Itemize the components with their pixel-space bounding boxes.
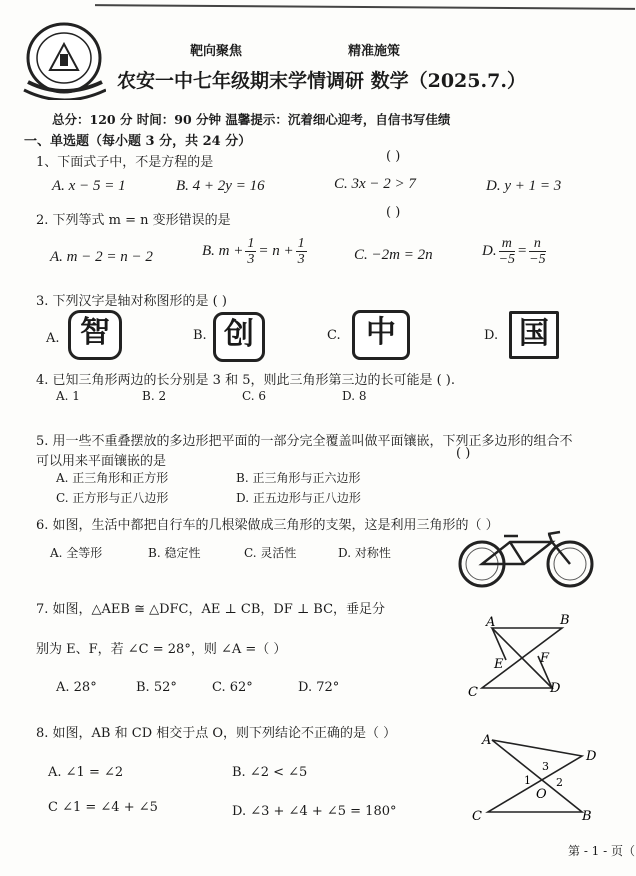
q3-stem: 3. 下列汉字是轴对称图形的是 ( ) [36, 294, 227, 309]
q3-glyph-c: 中 [352, 310, 410, 360]
q8-label-d: D [586, 749, 597, 764]
q5-stem-line2: 可以用来平面镶嵌的是 [36, 454, 167, 469]
q4-stem: 4. 已知三角形两边的长分别是 3 和 5，则此三角形第三边的长可能是 ( ). [36, 373, 456, 388]
q7-option-b: B. 52° [136, 680, 177, 695]
q6-option-a: A. 全等形 [50, 546, 103, 560]
q4-option-a: A. 1 [56, 389, 80, 403]
q5-option-d: D. 正五边形与正八边形 [236, 491, 361, 505]
q1-option-b: B. 4 + 2y = 16 [176, 178, 265, 194]
q1-stem: 1、下面式子中，不是方程的是 [36, 155, 214, 170]
q8-label-b: B [582, 809, 592, 824]
q5-answer-paren: ( ) [456, 446, 471, 461]
q4-option-b: B. 2 [142, 389, 167, 403]
q3-option-b: B. [193, 328, 207, 343]
q7-label-b: B [560, 613, 570, 628]
q3-glyph-d: 国 [509, 311, 559, 359]
q8-option-b: B. ∠2 < ∠5 [232, 765, 308, 780]
q7-label-c: C [468, 685, 478, 700]
q7-label-a: A [486, 615, 496, 630]
q7-option-a: A. 28° [56, 680, 97, 695]
slogan-left: 靶向聚焦 [190, 44, 243, 59]
q8-option-d: D. ∠3 + ∠4 + ∠5 = 180° [232, 804, 397, 819]
q1-option-d: D. y + 1 = 3 [486, 178, 562, 194]
q7-stem-line1: 7. 如图，△AEB ≅ △DFC，AE ⊥ CB，DF ⊥ BC，垂足分 [36, 602, 386, 617]
q3-glyph-b: 创 [213, 312, 265, 362]
q8-label-2: 2 [556, 776, 563, 789]
bicycle-figure [452, 528, 602, 588]
q1-answer-paren: ( ) [386, 149, 401, 164]
q2-stem: 2. 下列等式 m = n 变形错误的是 [36, 213, 231, 228]
q2-option-d: D. $\frac{m}{-5}$ = $\frac{n}{-5}$ [482, 236, 546, 267]
q8-option-a: A. ∠1 = ∠2 [48, 765, 124, 780]
q2-option-a: A. m − 2 = n − 2 [50, 249, 153, 265]
slogan-right: 精准施策 [348, 44, 401, 59]
q7-option-c: C. 62° [212, 680, 253, 695]
q7-label-e: E [494, 657, 504, 672]
q8-label-c: C [472, 809, 482, 824]
q6-option-d: D. 对称性 [338, 546, 391, 560]
q7-label-d: D [550, 681, 561, 696]
q8-stem: 8. 如图，AB 和 CD 相交于点 O，则下列结论不正确的是（ ） [36, 726, 397, 741]
school-logo [20, 20, 106, 100]
q6-stem: 6. 如图，生活中都把自行车的几根梁做成三角形的支架，这是利用三角形的（ ） [36, 518, 499, 533]
q5-stem-line1: 5. 用一些不重叠摆放的多边形把平面的一部分完全覆盖叫做平面镶嵌，下列正多边形的组合不 [36, 434, 573, 449]
q3-option-a: A. [46, 331, 60, 346]
page-number: 第 - 1 - 页（ [568, 844, 636, 858]
q8-label-1: 1 [524, 774, 531, 787]
q6-option-b: B. 稳定性 [148, 546, 201, 560]
q2-answer-paren: ( ) [386, 205, 401, 220]
section-title: 一、单选题（每小题 3 分，共 24 分） [24, 134, 252, 149]
q7-label-f: F [540, 651, 550, 666]
q8-figure [470, 728, 600, 824]
exam-meta: 总分：120 分 时间：90 分钟 温馨提示：沉着细心迎考，自信书写佳绩 [52, 112, 451, 127]
q6-option-c: C. 灵活性 [244, 546, 297, 560]
q2-option-b: B. m + $\frac{1}{3}$ = n + $\frac{1}{3}$ [202, 236, 305, 267]
q8-label-3: 3 [542, 760, 549, 773]
q8-label-o: O [536, 787, 547, 802]
q1-option-c: C. 3x − 2 > 7 [334, 176, 416, 192]
q4-option-c: C. 6 [242, 389, 267, 403]
q1-option-a: A. x − 5 = 1 [52, 178, 126, 194]
q4-option-d: D. 8 [342, 389, 367, 403]
q7-stem-line2: 别为 E、F，若 ∠C = 28°，则 ∠A =（ ） [36, 642, 287, 657]
q7-figure [462, 610, 582, 702]
q3-option-c: C. [327, 328, 341, 343]
q3-option-d: D. [484, 328, 499, 343]
q8-label-a: A [482, 733, 492, 748]
q5-option-c: C. 正方形与正八边形 [56, 491, 169, 505]
q5-option-b: B. 正三角形与正六边形 [236, 471, 361, 485]
top-rule [95, 4, 635, 10]
q7-option-d: D. 72° [298, 680, 340, 695]
q2-option-c: C. −2m = 2n [354, 247, 433, 263]
q8-option-c: C ∠1 = ∠4 + ∠5 [48, 800, 158, 815]
page-title: 农安一中七年级期末学情调研 数学（2025.7.） [117, 70, 526, 92]
q5-option-a: A. 正三角形和正方形 [56, 471, 169, 485]
q3-glyph-a: 智 [68, 310, 122, 360]
